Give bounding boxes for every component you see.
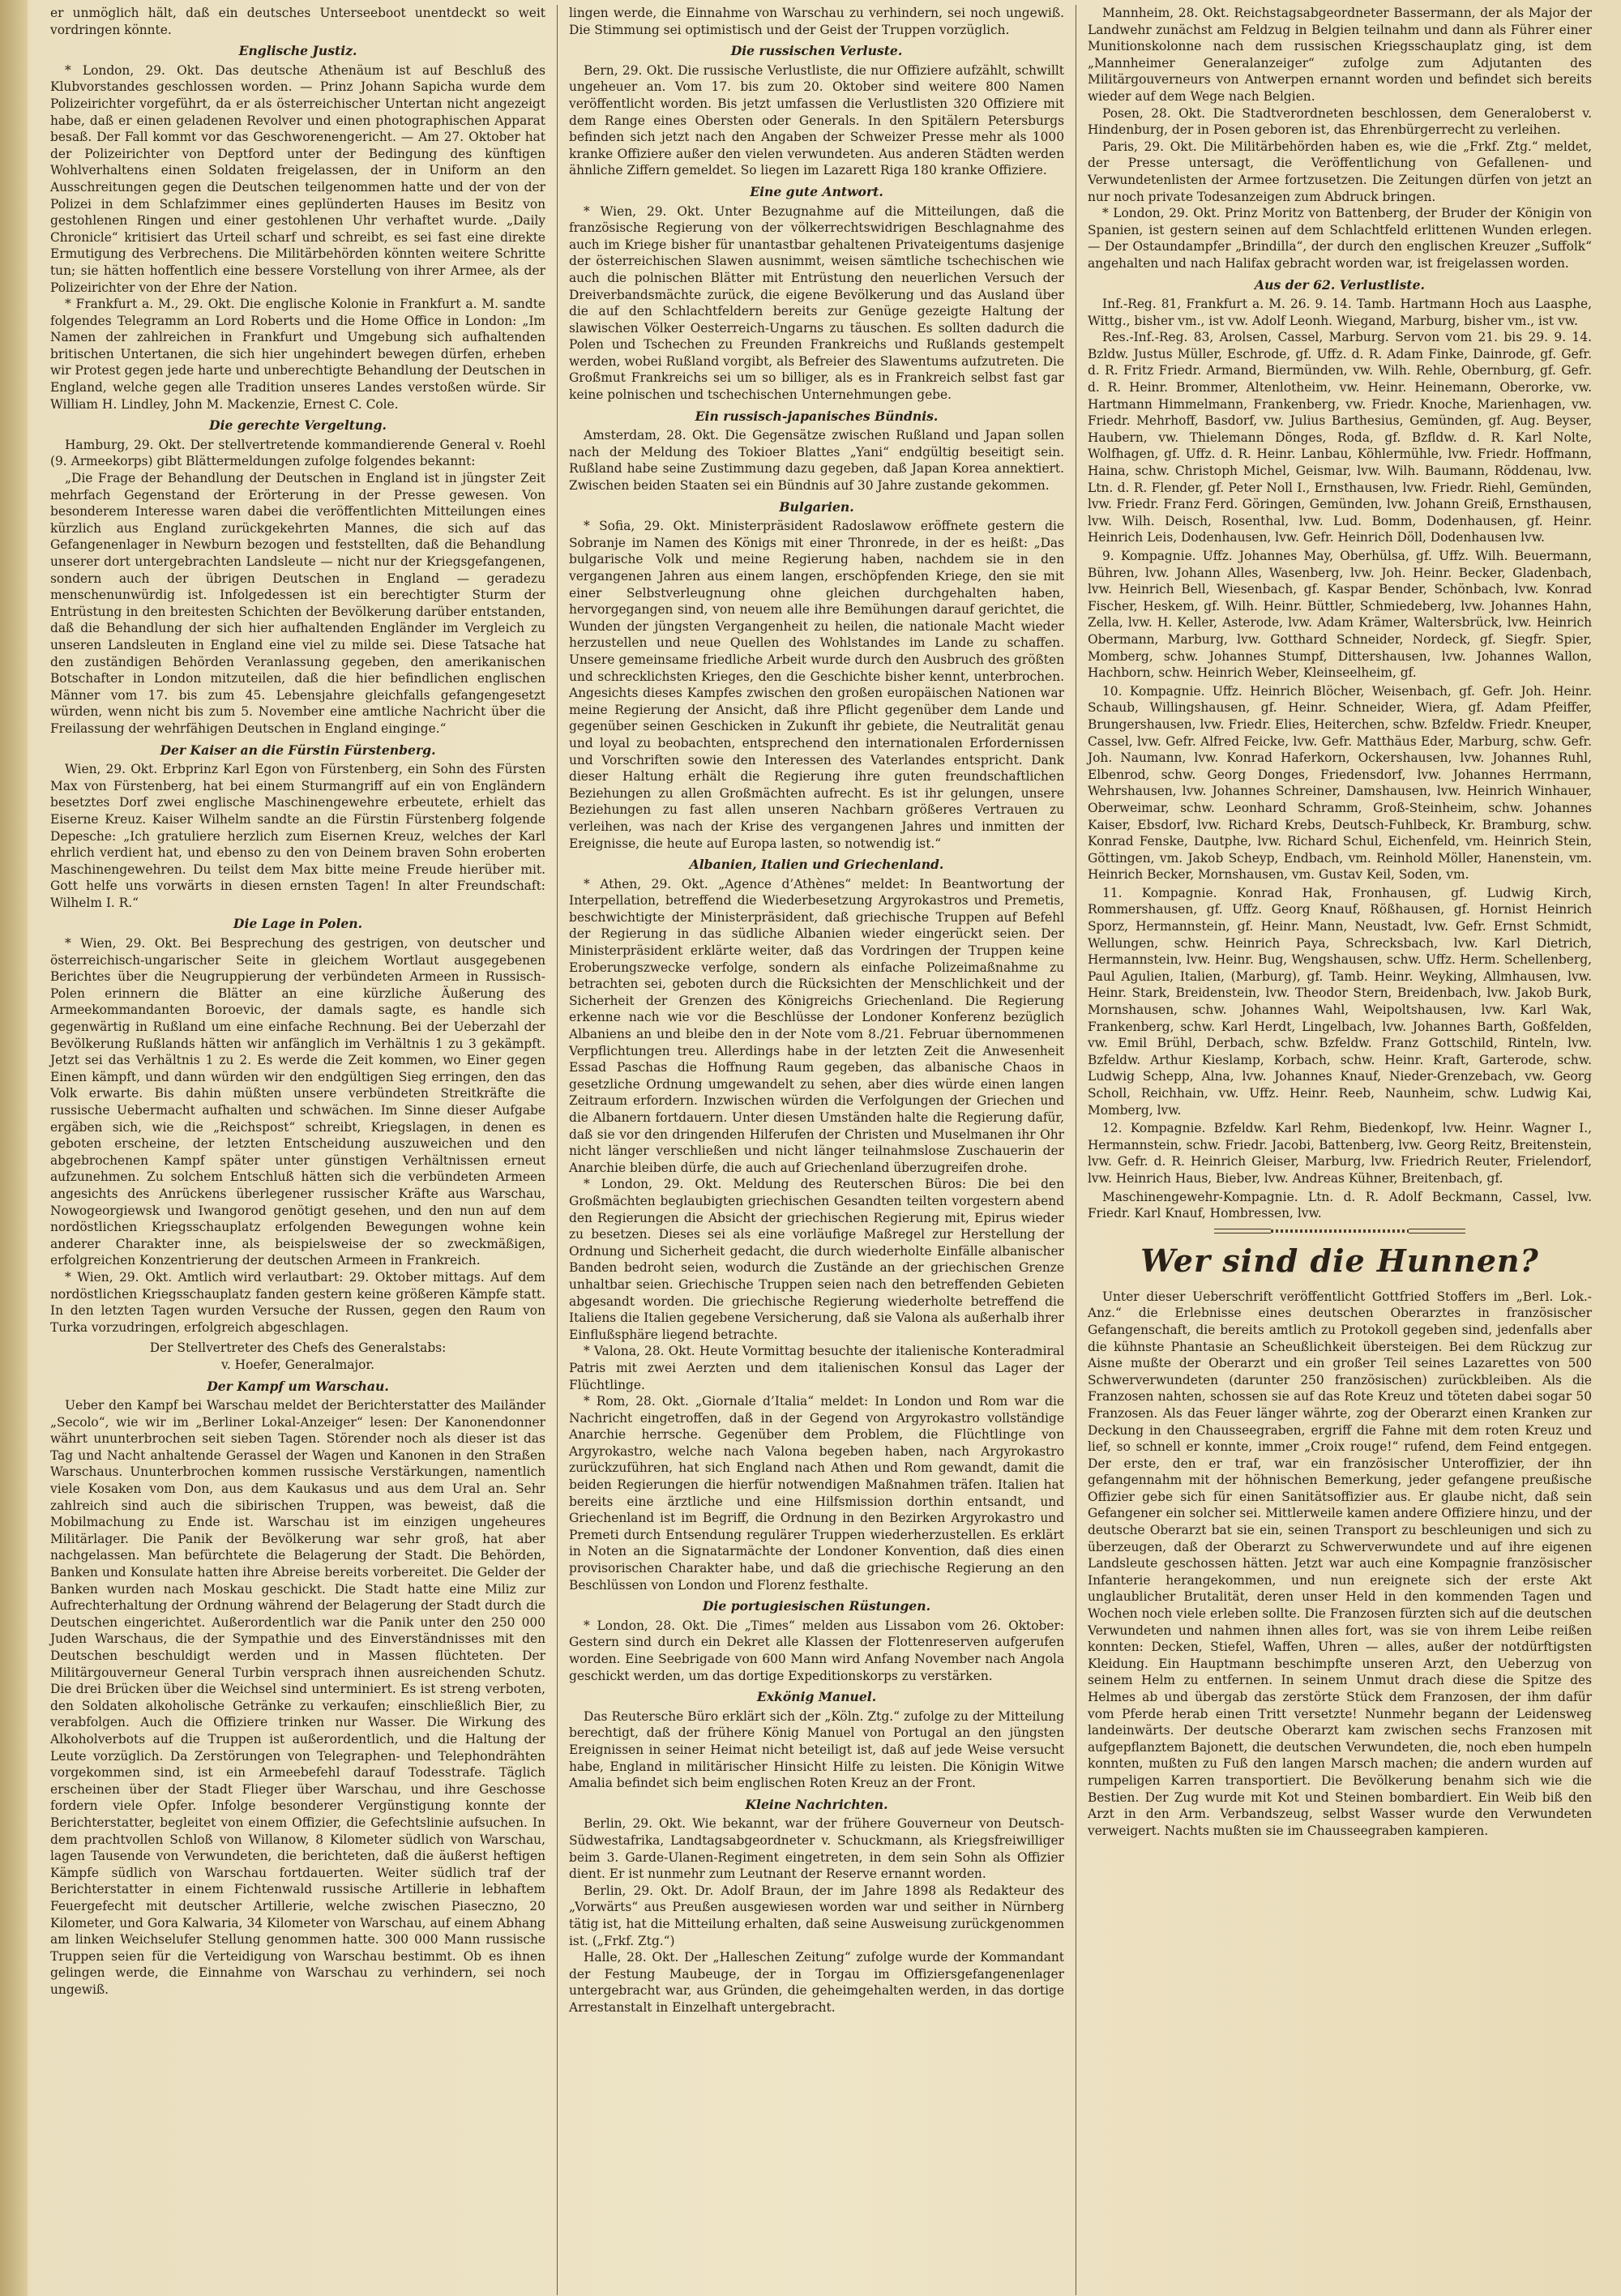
- article-halle: Halle, 28. Okt. Der „Halleschen Zeitung“ zufolge wurde der Kommandant der Festung Maubeuge, der in Torgau im Offiziersgefangenenlager untergebracht war, aus Gründen, die geheimgehalten werden, in das dortige Arrestanstalt in Einzelhaft untergebracht.: [569, 1950, 1064, 2015]
- column-middle: [558, 5, 1076, 2295]
- headline-warschau: Der Kampf um Warschau.: [207, 1378, 389, 1394]
- article-amsterdam: Amsterdam, 28. Okt. Die Gegensätze zwischen Rußland und Japan sollen nach der Meldung des Tokioer Blattes „Yani“ endgültig beseitigt sein. Rußland habe seine Zustimmung dazu gegeben, daß Japan Korea annektiert. Zwischen beiden Staaten sei ein Bündnis auf 30 Jahre zustande gekommen.: [569, 428, 1064, 494]
- article-warschau: Ueber den Kampf bei Warschau meldet der Berichterstatter des Mailänder „Secolo“, wie wir im „Berliner Lokal-Anzeiger“ lesen: Der Kanonendonner währt ununterbrochen seit sieben Tagen. Störender noch als dieser ist das Tag und Nacht anhaltende Gerassel der Wagen und Kanonen in den Straßen Warschaus. Ununterbrochen kommen russische Verstärkungen, namentlich viele Kosaken vom Don, aus dem Kaukasus und aus dem Ural an. Sehr zahlreich sind auch die sibirischen Truppen, was beweist, daß die Mobilmachung zu Ende ist. Warschau ist im einzigen ungeheures Militärlager. Die Panik der Bevölkerung war sehr groß, hat aber nachgelassen. Man befürchtete die Belagerung der Stadt. Die Behörden, Banken und Konsulate hatten ihre Abreise bereits vorbereitet. Die Gelder der Banken wurden nach Moskau geschickt. Die Stadt hatte eine Miliz zur Aufrechterhaltung der Ordnung während der Belagerung der Stadt durch die Deutschen eingerichtet. Außerordentlich war die Panik unter den 250 000 Juden Warschaus, die der Sympathie und des Einverständnisses mit den Deutschen beschuldigt werden und in Massen flüchteten. Der Militärgouverneur General Turbin versprach ihnen ausreichenden Schutz. Die drei Brücken über die Weichsel sind unterminiert. Es ist streng verboten, den Soldaten alkoholische Getränke zu verkaufen; einschließlich Bier, zu verabfolgen. Auch die Offiziere trinken nur Wasser. Die Wirkung des Alkoholverbots auf die Truppen ist außerordentlich, und die Haltung der Leute vorzüglich. Da Zerstörungen von Telegraphen- und Telephondrähten vorgekommen sind, ist ein Armeebefehl darauf Todesstrafe. Täglich erscheinen über der Stadt Flieger über Warschau, und ihre Geschosse fordern viele Opfer. Infolge besonderer Vergünstigung konnte der Berichterstatter, begleitet von einem Offizier, die Gefechtslinie aufsuchen. In dem prachtvollen Schloß von Willanow, 8 Kilometer südlich von Warschau, lagen Tausende von Verwundeten, die berichteten, daß die äußerst heftigen Kämpfe südlich von Warschau fortdauerten. Weiter südlich traf der Berichterstatter in einem Fichtenwald russische Artillerie in lebhaftem Feuergefecht mit deutscher Artillerie, welche zwischen Piaseczno, 20 Kilometer, und Gora Kalwaria, 34 Kilometer von Warschau, auf einem Abhang am linken Weichselufer Stellung genommen hatte. 300 000 Mann russische Truppen seien für die Verteidigung von Warschau bestimmt. Ob es ihnen gelingen werde, die Einnahme von Warschau zu verhindern, sei noch ungewiß.: [50, 1398, 545, 1997]
- article-continuation: er unmöglich hält, daß ein deutsches Unterseeboot unentdeckt so weit vordringen könnte.: [50, 6, 545, 37]
- article-bern: Bern, 29. Okt. Die russische Verlustliste, die nur Offiziere aufzählt, schwillt ungeheuer an. Vom 17. bis zum 20. Oktober sind weitere 800 Namen veröffentlicht worden. Bis jetzt umfassen die Verlustlisten 320 Offiziere mit dem Range eines Obersten oder Generals. In den Spitälern Petersburgs befinden sich jetzt nach den Angaben der Schweizer Presse mehr als 1000 kranke Offiziere außer den vielen verwundeten. Aus anderen Städten werden ähnliche Ziffern gemeldet. So liegen im Lazarett Riga 180 kranke Offiziere.: [569, 62, 1064, 178]
- column-left: [39, 5, 558, 2295]
- headline-portugal: Die portugiesischen Rüstungen.: [702, 1598, 931, 1614]
- article-wien-polen: * Wien, 29. Okt. Bei Besprechung des gestrigen, von deutscher und österreichisch-ungarischer Seite in gleichem Wortlaut ausgegebenen Berichtes über die Neugruppierung der verbündeten Armeen in Russisch-Polen erinnern die Blätter an eine kürzliche Äußerung des Armeekommandanten Boroevic, der damals sagte, es handle sich gegenwärtig in Rußland um eine einfache Rechnung. Bei der Ueberzahl der Bevölkerung Rußlands hätten wir anfänglich im Verhältnis 1 zu 3 gekämpft. Jetzt sei das Verhältnis 1 zu 2. Es werde die Zeit kommen, wo Einer gegen Einen kämpft, und dann würden wir den endgültigen Sieg erringen, den das Volk erwarte. Bis dahin müßten unsere verbündeten Streitkräfte die russische Uebermacht aufhalten und schwächen. Im Sinne dieser Aufgabe ergäben sich, wie die „Reichspost“ schreibt, Kriegslagen, in denen es geboten erscheine, der letzten Entscheidung auszuweichen und den abgebrochenen Kampf später unter günstigen Verhältnissen erneut aufzunehmen. Zu solchem Entschluß hätten sich die verbündeten Armeen angesichts des Anrückens überlegener russischer Kräfte aus Warschau, Nowogeorgiewsk und Iwangorod genötigt gesehen, und den nun auf dem nordöstlichen Kriegsschauplatz erfolgenden Bewegungen wohne kein anderer Charakter inne, als beispielsweise der so zweckmäßigen, erfolgreichen Konzentrierung der deutschen Armeen in Frankreich.: [50, 936, 545, 1268]
- casualty-mg-kompagnie: Maschinengewehr-Kompagnie. Ltn. d. R. Adolf Beckmann, Cassel, lvw. Friedr. Karl Knauf, Hombressen, lvw.: [1088, 1189, 1592, 1221]
- article-hamburg-quote: „Die Frage der Behandlung der Deutschen in England ist in jüngster Zeit mehrfach Gegenstand der Erörterung in der Presse gewesen. Von besonderem Interesse waren dabei die veröffentlichten Mitteilungen eines kürzlich aus England zurückgekehrten Mannes, die sich auf das Gefangenenlager in Newburn bezogen und feststellten, daß die Behandlung unserer dort untergebrachten Landsleute — nicht nur der Kriegsgefangenen, sondern auch der übrigen Deutschen in England — geradezu menschenunwürdig ist. Infolgedessen ist ein berechtigter Sturm der Entrüstung in den breitesten Schichten der Bevölkerung darüber entstanden, daß die Behandlung der sich hier aufhaltenden Engländer im Vergleich zu unseren Landsleuten in England eine viel zu milde sei. Diese Tatsache hat den zuständigen Behörden Veranlassung gegeben, den amerikanischen Botschafter in London mitzuteilen, daß die hier befindlichen englischen Männer vom 17. bis zum 45. Lebensjahre gleichfalls gefangengesetzt würden, wenn nicht bis zum 5. November eine amtliche Nachricht über die Freilassung der wehrfähigen Deutschen in England eingingе.“: [50, 471, 545, 736]
- article-london: * London, 29. Okt. Das deutsche Athenäum ist auf Beschluß des Klubvorstandes geschlossen worden. — Prinz Johann Sapicha wurde dem Polizeirichter vorgeführt, da er als österreichischer Untertan nicht angezeigt habe, daß er einen geladenen Revolver und einen photographischen Apparat besaß. Der Fall kommt vor das Geschworenengericht. — Am 27. Oktober hat der Polizeirichter von Deptford unter der Bedingung des künftigen Wohlverhaltens einen Soldaten freigelassen, der in Uniform an den Ausschreitungen gegen die Deutschen teilgenommen hatte und der von der Polizei in dem Schlafzimmer eines geplünderten Hauses im Besitz von gestohlenen Ringen und einer gestohlenen Uhr verhaftet wurde. „Daily Chronicle“ kritisiert das Urteil scharf und schreibt, es sei fast eine direkte Ermutigung des Verbrechens. Die Militärbehörden könnten weitere Schritte tun; sie hätten hoffentlich eine bessere Vorstellung von ihrer Armee, als der Polizeirichter von der Ehre der Nation.: [50, 62, 545, 295]
- article-wien-slawen: * Wien, 29. Okt. Unter Bezugnahme auf die Mitteilungen, daß die französische Regierung von der völkerrechtswidrigen Beschlagnahme des auch im Kriege bisher für unantastbar gehaltenen Privateigentums dasjenige der österreichischen Slawen ausnimmt, weisen sämtliche tschechischen wie auch die polnischen Blätter mit Entrüstung den neuerlichen Versuch der Dreiverbandsmächte zurück, die eigene Bevölkerung und das Ausland über die auf den Schlachtfeldern bereits zur Genüge gezeigte Haltung der slawischen Völker Oesterreich-Ungarns zu täuschen. Es sollten dadurch die Polen und Tschechen zu Freunden Frankreichs und Rußlands gestempelt werden, wobei Rußland vorgibt, als Befreier des Slawentums aufzutreten. Die Großmut Frankreichs sei um so billiger, als es in Frankreich selbst fast gar keine polnischen und tschechischen Unternehmungen gebe.: [569, 203, 1064, 403]
- article-posen: Posen, 28. Okt. Die Stadtverordneten beschlossen, dem Generaloberst v. Hindenburg, der in Posen geboren ist, das Ehrenbürgerrecht zu verleihen.: [1088, 105, 1592, 138]
- article-athen: * Athen, 29. Okt. „Agence d’Athènes“ meldet: In Beantwortung der Interpellation, betreffend die Wiederbesetzung Argyrokastros und Premetis, beschwichtigte der Ministerpräsident, daß griechische Truppen auf Befehl der Regierung in das südliche Albanien wieder eingerückt seien. Der Ministerpräsident erklärte weiter, daß das Vordringen der Truppen keine Eroberungszwecke verfolge, sondern als einfache Polizeimaßnahme zu betrachten sei, geboten durch die Rücksichten der Menschlichkeit und der Sicherheit der Grenzen des Königreichs Griechenland. Die Regierung erkenne nach wie vor die Beschlüsse der Londoner Konferenz bezüglich Albaniens an und bleibe den in der Note vom 8./21. Februar übernommenen Verpflichtungen treu. Allerdings habe in der letzten Zeit die Anwesenheit Essad Paschas die Hoffnung Raum gegeben, das albanische Chaos in gesetzliche Ordnung umgewandelt zu sehen, aber dies würde einen langen Zeitraum erfordern. Inzwischen würden die Verfolgungen der Griechen und die Albanern fortdauern. Unter diesen Umständen halte die Regierung dafür, daß sie vor den dringenden Hilferufen der Christen und Muselmanen ihr Ohr nicht länger verschließen und nicht länger teilnahmslose Zuschauerin der Anarchie bleiben dürfe, die auch auf Griechenland überzugreifen drohe.: [569, 876, 1064, 1175]
- article-london-reuter: * London, 29. Okt. Meldung des Reuterschen Büros: Die bei den Großmächten beglaubigten griechischen Gesandten teilten vorgestern abend den Regierungen die Absicht der griechischen Regierung mit, Epirus wieder zu besetzen. Dieses sei als eine vorläufige Maßregel zur Herstellung der Ordnung und Sicherheit gedacht, die durch wiederholte Einfälle albanischer Banden bedroht seien, wodurch die Zustände an der griechischen Grenze unhaltbar seien. Griechische Truppen seien nach den betreffenden Gebieten abgesandt worden. Die griechische Regierung wiederholte betreffend die Italiens die Italien gegebene Versicherung, daß sie Valona als außerhalb ihrer Einflußsphäre liegend betrachte.: [569, 1177, 1064, 1342]
- casualty-rir83: Res.-Inf.-Reg. 83, Arolsen, Cassel, Marburg. Servon vom 21. bis 29. 9. 14. Bzldw. Justus Müller, Eschrode, gf. Uffz. d. R. Adam Finke, Dainrode, gf. Gefr. d. R. Fritz Friedr. Armand, Biermünden, vw. Wilh. Rehle, Obernburg, gf. Gefr. d. R. Heinr. Brommer, Altenlotheim, vw. Heinr. Heinemann, Oberorke, vw. Hartmann Himmelmann, Frankenberg, vw. Friedr. Knoche, Marienhagen, vw. Friedr. Mehrhoff, Basdorf, vw. Julius Barthesius, Gemünden, gf. Aug. Beyser, Haubern, vw. Thielemann Dönges, Roda, gf. Bzfldw. d. R. Karl Nolte, Wolfhagen, gf. Uffz. d. R. Heinr. Lanbau, Köhlermühle, lvw. Friedr. Hoffmann, Haina, schw. Christoph Michel, Geismar, lvw. Wilh. Baumann, Röddenau, lvw. Ltn. d. R. Flender, gf. Peter Noll I., Ernsthausen, lvw. Friedr. Riehl, Gemünden, lvw. Friedr. Franz Ferd. Göringen, Gemünden, lvw. Johann Greiß, Ernsthausen, lvw. Wilh. Deisch, Rosenthal, lvw. Lud. Bomm, Dodenhausen, gf. Heinr. Heinrich Leis, Dodenhausen, lvw. Gefr. Heinrich Döll, Dodenhausen lvw.: [1088, 330, 1592, 545]
- article-mannheim: Mannheim, 28. Okt. Reichstagsabgeordneter Bassermann, der als Major der Landwehr zunächst am Feldzug in Belgien teilnahm und dann als Führer einer Munitionskolonne nach dem russischen Kriegsschauplatz ging, ist dem „Mannheimer Generalanzeiger“ zufolge zum Adjutanten des Militärgouverneurs von Antwerpen ernannt worden und befindet sich bereits wieder auf dem Wege nach Belgien.: [1088, 6, 1592, 104]
- headline-antwort: Eine gute Antwort.: [750, 183, 883, 199]
- article-rom: * Rom, 28. Okt. „Giornale d’Italia“ meldet: In London und Rom war die Nachricht eingetroffen, daß in der Gegend von Argyrokastro vollständige Anarchie herrsche. Gegenüber dem Problem, die Flüchtlinge von Argyrokastro, welche nach Valona begeben haben, nach Argyrokastro zurückzuführen, hat sich England nach Athen und Rom gewandt, damit die beiden Regierungen die hierfür notwendigen Maßnahmen träfen. Italien hat bereits eine ärztliche und eine Hilfsmission dorthin entsandt, und Griechenland ist im Begriff, die Ordnung in den Bezirken Argyrokastro und Premeti durch Entsendung regulärer Truppen wiederherzustellen. Es erklärt in Noten an die Signatarmächte der Londoner Konvention, daß dies einen provisorischen Charakter habe, und daß die griechische Regierung an den Beschlüssen von London und Florenz festhalte.: [569, 1394, 1064, 1593]
- headline-kleine-nachrichten: Kleine Nachrichten.: [745, 1796, 888, 1812]
- casualty-kompagnie-10: 10. Kompagnie. Uffz. Heinrich Blöcher, Weisenbach, gf. Gefr. Joh. Heinr. Schaub, Willingshausen, gf. Heinr. Schneider, Wiera, gf. Adam Pfeiffer, Brungershausen, lvw. Friedr. Elies, Heiterchen, schw. Bzfeldw. Friedr. Kneuper, Cassel, lvw. Gefr. Alfred Feicke, lvw. Gefr. Matthäus Eder, Marburg, schw. Gefr. Joh. Naumann, lvw. Konrad Haferkorn, Ockershausen, lvw. Johannes Ruhl, Elbenrod, schw. Georg Donges, Friedensdorf, lvw. Johannes Herrmann, Wehrshausen, lvw. Johannes Schreiner, Damshausen, lvw. Heinrich Winhauer, Oberweimar, schw. Leonhard Schramm, Groß-Steinheim, schw. Johannes Kaiser, Ebsdorf, lvw. Richard Krebs, Deutsch-Fuhlbeck, Kr. Bramburg, schw. Konrad Fenske, Dautphe, lvw. Richard Schul, Eichenfeld, vm. Heinrich Stein, Göttingen, vm. Jakob Scheyp, Endbach, vm. Reinhold Möller, Hanenstein, vm. Heinrich Becker, Mornshausen, vm. Gustav Keil, Soden, vm.: [1088, 683, 1592, 883]
- headline-buendnis: Ein russisch-japanisches Bündnis.: [695, 408, 939, 424]
- headline-hunnen: Wer sind die Hunnen?: [1140, 1242, 1539, 1279]
- article-valona: * Valona, 28. Okt. Heute Vormittag besuchte der italienische Konteradmiral Patris mit zwei Aerzten und dem italienischen Konsul das Lager der Flüchtlinge.: [569, 1344, 1064, 1392]
- article-hunnen: Unter dieser Ueberschrift veröffentlicht Gottfried Stoffers im „Berl. Lok.-Anz.“ die Erlebnisse eines deutschen Oberarztes in französischer Gefangenschaft, die bereits amtlich zu Protokoll gegeben sind, jedenfalls aber die kühnste Phantasie an Scheußlichkeit übersteigen. Bei dem Rückzug zur Aisne mußte der Oberarzt und ein großer Teil seines Lazarettes von 500 Schwerverwundeten (darunter 250 französischen) zurückbleiben. Als die Franzosen nahten, schossen sie auf das Rote Kreuz und töteten dabei sogar 50 Franzosen. Als das Feuer länger währte, zog der Oberarzt einen Kranken zur Deckung in den Chausseegraben, ergriff die Fahne mit dem roten Kreuz und lief, so schnell er konnte, immer „Croix rouge!“ rufend, dem Feind entgegen. Der erste, den er traf, war ein französischer Unteroffizier, der ihn gefangennahm mit der höhnischen Bemerkung, jeder gefangene preußische Offizier gebe sich für einen Sanitätsoffizier aus. Er glaube nicht, daß sein Gefangener ein solcher sei. Mittlerweile kamen andere Offiziere hinzu, und der deutsche Oberarzt bat sie ein, seinen Transport zu beschleunigen und sich zu überzeugen, daß der Oberarzt zu Schwerverwundete und auf ihre eigenen Landsleute geschossen hätten. Jetzt war auch eine Kompagnie französischer Infanterie herangekommen, und nun ereignete sich der erste Akt unglaublicher Brutalität, deren unser Held in den kommenden Tagen und Wochen noch viele erleben sollte. Die Franzosen fürzten sich auf die deutschen Verwundeten und nahmen ihnen alles fort, was sie von ihrem Leibe reißen konnten: Decken, Stiefel, Waffen, Uhren — alles, außer der notdürftigsten Kleidung. Ein Hauptmann beschimpfte unseren Arzt, den Ueberzug von seinem Helm zu entfernen. In seinem Unmut drach diese die Spitze des Helmes ab und übergab das zerstörte Stück dem Franzosen, der ihm dafür vom Pferde herab einen Tritt versetzte! Nunmehr begann der Leidensweg landeinwärts. Der deutsche Oberarzt kam zwischen sechs Franzosen mit aufgepflanztem Bajonett, die deutschen Verwundeten, die, noch eben humpeln konnten, mußten zu Fuß den langen Marsch machen; die andern wurden auf rumpeligen Karren transportiert. Die Bevölkerung benahm sich wie die Bestien. Der Zug wurde mit Kot und Steinen bombardiert. Ein Weib biß den Arzt in den Arm. Verbandszeug, selbst Wasser wurde den Verwundeten verweigert. Nachts mußten sie im Chausseegraben kampieren.: [1088, 1289, 1592, 1838]
- casualty-kompagnie-9: 9. Kompagnie. Uffz. Johannes May, Oberhülsa, gf. Uffz. Wilh. Beuermann, Bühren, lvw. Johann Alles, Wasenberg, lvw. Joh. Heinr. Becker, Gladenbach, lvw. Heinrich Bell, Wiesenbach, gf. Kaspar Bender, Schönbach, lvw. Konrad Fischer, Heskem, gf. Wilh. Heinr. Büttler, Schmiedeberg, lvw. Johannes Hahn, Zella, lvw. H. Keller, Asterode, lvw. Adam Krämer, Waltersbrück, lvw. Heinrich Obermann, Marburg, lvw. Gotthard Schneider, Nordeck, gf. Siegfr. Spier, Momberg, schw. Johannes Stumpf, Dittershausen, lvw. Johannes Wallon, Hachborn, schw. Heinrich Weber, Kleinseelheim, gf.: [1088, 549, 1592, 681]
- article-paris: Paris, 29. Okt. Die Militärbehörden haben es, wie die „Frkf. Ztg.“ meldet, der Presse untersagt, die Veröffentlichung von Gefallenen- und Verwundetenlisten der Armee fortzusetzen. Die Zeitungen dürfen von jetzt an nur noch private Todesanzeigen zum Abdruck bringen.: [1088, 139, 1592, 204]
- article-sofia: * Sofia, 29. Okt. Ministerpräsident Radoslawow eröffnete gestern die Sobranje im Namen des Königs mit einer Thronrede, in der es heißt: „Das bulgarische Volk und meine Regierung haben, nachdem sie in den vergangenen Jahren aus einem langen, erschöpfenden Kriege, den sie mit einer Selbstverleugnung ohne gleichen durchgehalten haben, hervorgegangen sind, von neuem alle ihre Bemühungen darauf gerichtet, die Wunden der jüngsten Vergangenheit zu heilen, die nationale Macht wieder herzustellen und neue Quellen des Wohlstandes im Lande zu schaffen. Unsere gemeinsame friedliche Arbeit wurde durch den Ausbruch des größten und schrecklichsten Krieges, den die Geschichte bisher kennt, unterbrochen. Angesichts dieses Kampfes zwischen den großen europäischen Nationen war meine Regierung der Ansicht, daß ihre Pflicht gegenüber dem Lande und gegenüber seinen Geschicken in Zukunft ihr gebiete, die Neutralität genau und loyal zu beobachten, entsprechend den internationalen Erfordernissen und Vorschriften sowie den Interessen des Vaterlandes entspricht. Dank dieser Haltung erhält die Regierung ihre guten freundschaftlichen Beziehungen zu allen Großmächten aufrecht. Es ist ihr gelungen, unsere Beziehungen zu fast allen unseren Nachbarn größeres Vertrauen zu verleihen, was nach der Krise des vergangenen Jahres und inmitten der Ereignisse, die heute auf Europa lasten, so notwendig ist.“: [569, 519, 1064, 851]
- casualty-ir81: Inf.-Reg. 81, Frankfurt a. M. 26. 9. 14. Tamb. Hartmann Hoch aus Laasphe, Wittg., bisher vm., ist vw. Adolf Leonh. Wiegand, Marburg, bisher vm., ist vw.: [1088, 297, 1592, 328]
- article-wien-kaiser: Wien, 29. Okt. Erbprinz Karl Egon von Fürstenberg, ein Sohn des Fürsten Max von Fürstenberg, hat bei einem Sturmangriff auf ein von Engländern besetztes Dorf zwei englische Maschinengewehre erbeutete, erhielt das Eiserne Kreuz. Kaiser Wilhelm sandte an die Fürstin Fürstenberg folgende Depesche: „Ich gratuliere herzlich zum Eisernen Kreuz, welches der Karl ehrlich verdient hat, und ebenso zu den von Deinem braven Sohn eroberten Maschinengewehren. Du teilst dem Max bitte meine Freude hierüber mit. Gott helfe uns vorwärts in diesen ernsten Tagen! In alter Freundschaft: Wilhelm I. R.“: [50, 762, 545, 910]
- headline-albanien: Albanien, Italien und Griechenland.: [689, 857, 944, 873]
- article-berlin-schuckmann: Berlin, 29. Okt. Wie bekannt, war der frühere Gouverneur von Deutsch-Südwestafrika, Landtagsabgeordneter v. Schuckmann, als Kriegsfreiwilliger beim 3. Garde-Ulanen-Regiment eingetreten, in dem sein Sohn als Offizier dient. Er ist nunmehr zum Leutnant der Reserve ernannt worden.: [569, 1816, 1064, 1882]
- headline-justiz: Englische Justiz.: [238, 43, 357, 59]
- article-london-times: * London, 28. Okt. Die „Times“ melden aus Lissabon vom 26. Oktober: Gestern sind durch ein Dekret alle Klassen der Flottenreserven aufgerufen worden. Eine Seebrigade von 600 Mann wird Anfang November nach Angola geschickt werden, um das dortige Expeditionskorps zu verstärken.: [569, 1618, 1064, 1683]
- section-divider: [1088, 1229, 1592, 1234]
- signature-title: Der Stellvertreter des Chefs des Generalstabs:: [149, 1340, 447, 1356]
- headline-vergeltung: Die gerechte Vergeltung.: [209, 417, 387, 434]
- headline-verlustliste: Aus der 62. Verlustliste.: [1255, 276, 1425, 293]
- article-berlin-braun: Berlin, 29. Okt. Dr. Adolf Braun, der im Jahre 1898 als Redakteur des „Vorwärts“ aus Preußen ausgewiesen worden war und seither in Nürnberg tätig ist, hat die Mitteilung erhalten, daß seine Ausweisung zurückgenommen ist. („Frkf. Ztg.“): [569, 1883, 1064, 1948]
- signature-block: [50, 1340, 545, 1373]
- article-continuation: lingen werde, die Einnahme von Warschau zu verhindern, sei noch ungewiß. Die Stimmung sei optimistisch und der Geist der Truppen vorzüglich.: [569, 6, 1064, 37]
- divider-line-left: [1214, 1229, 1271, 1234]
- article-london-battenberg: * London, 29. Okt. Prinz Moritz von Battenberg, der Bruder der Königin von Spanien, ist gestern seinen auf dem Schlachtfeld erlittenen Wunden erlegen. — Der Ostaundampfer „Brindilla“, der durch den englischen Kreuzer „Suffolk“ angehalten und nach Halifax gebracht worden war, ist freigelassen worden.: [1088, 206, 1592, 271]
- article-wien-amtlich: * Wien, 29. Okt. Amtlich wird verlautbart: 29. Oktober mittags. Auf dem nordöstlichen Kriegsschauplatz fanden gestern keine größeren Kämpfe statt. In den letzten Tagen wurden Versuche der Russen, gegen den Raum von Turka vorzudringen, erfolgreich abgeschlagen.: [50, 1269, 545, 1335]
- headline-verluste: Die russischen Verluste.: [730, 43, 903, 59]
- headline-kaiser: Der Kaiser an die Fürstin Fürstenberg.: [160, 742, 436, 758]
- article-hamburg: Hamburg, 29. Okt. Der stellvertretende kommandierende General v. Roehl (9. Armeekorps) gibt Blättermeldungen zufolge folgendes bekannt:: [50, 437, 545, 469]
- divider-dots: [1271, 1229, 1409, 1233]
- casualty-kompagnie-11: 11. Kompagnie. Konrad Hak, Fronhausen, gf. Ludwig Kirch, Rommershausen, gf. Uffz. Georg Knauf, Rößhausen, gf. Hornist Heinrich Sporz, Hermannstein, gf. Heinr. Mann, Neustadt, lvw. Gefr. Ernst Schmidt, Wellungen, schw. Heinrich Paya, Schrecksbach, lvw. Karl Dietrich, Hermannstein, lvw. Heinr. Bug, Wengshausen, schw. Uffz. Herm. Schellenberg, Paul Agulien, Italien, (Marburg), gf. Tamb. Heinr. Weyking, Allmhausen, lvw. Heinr. Stark, Breidenstein, lvw. Theodor Stern, Breidenbach, lvw. Jakob Burk, Mornshausen, schw. Johannes Wahl, Weipoltshausen, lvw. Karl Wak, Frankenberg, schw. Karl Herdt, Lingelbach, lvw. Johannes Barth, Goßfelden, vw. Emil Brühl, Derbach, schw. Bzfeldw. Franz Gottschild, Rinteln, lvw. Bzfeldw. Arthur Kieslamp, Korbach, schw. Heinr. Kraft, Garterode, schw. Ludwig Schepp, Alna, lvw. Johannes Knauf, Nieder-Grenzebach, vw. Georg Scholl, Reichhain, vw. Uffz. Heinr. Reeb, Naunheim, schw. Ludwig Kai, Momberg, lvw.: [1088, 885, 1592, 1118]
- casualty-kompagnie-12: 12. Kompagnie. Bzfeldw. Karl Rehm, Biedenkopf, lvw. Heinr. Wagner I., Hermannstein, schw. Friedr. Jacobi, Battenberg, lvw. Georg Reitz, Breitenstein, lvw. Gefr. d. R. Heinrich Gleiser, Marburg, lvw. Friedrich Reuter, Frielendorf, lvw. Heinrich Haus, Bieber, lvw. Andreas Kühner, Breitenbach, gf.: [1088, 1121, 1592, 1186]
- headline-polen: Die Lage in Polen.: [233, 916, 363, 932]
- signature-name: v. Hoefer, Generalmajor.: [221, 1357, 374, 1372]
- headline-manuel: Exkönig Manuel.: [756, 1689, 877, 1705]
- article-manuel: Das Reutersche Büro erklärt sich der „Köln. Ztg.“ zufolge zu der Mitteilung berechtigt, daß der frühere König Manuel von Portugal an den jüngsten Ereignissen in seiner Heimat nicht beteiligt ist, daß auf jede Weise versucht habe, England in militärischer Hinsicht Hilfe zu leisten. Die Königin Witwe Amalia befindet sich beim englischen Roten Kreuz an der Front.: [569, 1708, 1064, 1791]
- headline-bulgarien: Bulgarien.: [779, 498, 854, 515]
- column-right: [1076, 5, 1603, 2295]
- article-frankfurt: * Frankfurt a. M., 29. Okt. Die englische Kolonie in Frankfurt a. M. sandte folgendes Telegramm an Lord Roberts und die Home Office in London: „Im Namen der zahlreichen in Frankfurt und Umgebung sich aufhaltenden britischen Untertanen, die sich hier ungehindert bewegen dürfen, erheben wir Protest gegen jede harte und unberechtigte Behandlung der Deutschen in England, welche gegen alle Tradition unseres Landes verstoßen würde. Sir William H. Lindley, John M. Mackenzie, Ernest C. Cole.: [50, 297, 545, 412]
- divider-line-right: [1409, 1229, 1465, 1234]
